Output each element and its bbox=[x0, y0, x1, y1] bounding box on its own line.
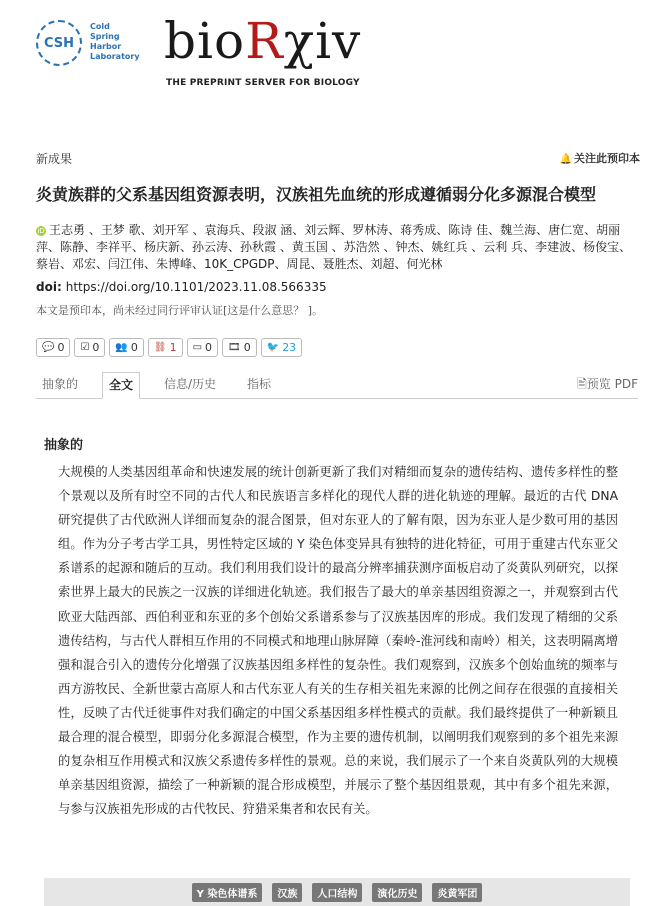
check-icon: ☑ bbox=[80, 342, 90, 353]
tab-full-text[interactable]: 全文 bbox=[102, 372, 140, 399]
keyword-tag[interactable]: 炎黄军团 bbox=[432, 883, 482, 902]
keyword-tag[interactable]: 汉族 bbox=[272, 883, 302, 902]
tab-abstract[interactable]: 抽象的 bbox=[42, 377, 79, 391]
video-metric[interactable]: 🎞 0 bbox=[222, 338, 257, 357]
abstract-body: 大规模的人类基因组革命和快速发展的统计创新更新了我们对精细而复杂的遗传结构、遗传多样性的整个景观以及所有时空不同的古代人和民族语言多样化的现代人群的进化轨迹的理解。最近的古代 DNA 研究提供了古代欧洲人详细而复杂的混合图景，但对东亚人的了解有限，因为东亚人是少数可用的基因组。作为分子考古学工具，男性特定区域的 Y 染色体变异具有独特的进化特征，可用于重建古代东亚父系谱系的起源和随后的互动。我们利用我们设计的最高分辨率捕获测序面板启动了炎黄队列研究，以探索世界上最大的民族之一汉族的详细进化轨迹。我们报告了最大的单亲基因组资源之一，并观察到古代欧亚大陆西部、西伯利亚和东亚的多个创始父系谱系参与了汉族基因库的形成。我们发现了精细的父系遗传结构，与古代人群相互作用的不同模式和地理山脉屏障（秦岭-淮河线和南岭）相关，这表明隔离增强和混合引入的遗传分化增强了汉族基因组多样性的复杂性。我们观察到，汉族多个创始血统的频率与西方游牧民、全新世蒙古高原人和古代东亚人有关的生存相关祖先来源的比例之间存在很强的直接相关性，反映了古代迁徙事件对我们确定的中国父系基因组多样性模式的贡献。我们最终提供了一种新颖且最合理的混合模型，即弱分化多源混合模型，作为主要的遗传机制，以阐明我们观察到的多个祖先来源的复杂相互作用模式和汉族父系遗传多样性的景观。总的来说，我们展示了一个来自炎黄队列的大规模单亲基因组资源，描绘了一种新颖的混合形成模型，并展示了整个基因组景观，其中有多个祖先来源，与参与汉族祖先形成的古代牧民、狩猎采集者和农民有关。 bbox=[58, 465, 618, 817]
biorxiv-logo[interactable]: bioRχiv bbox=[164, 12, 362, 70]
site-tagline: THE PREPRINT SERVER FOR BIOLOGY bbox=[166, 78, 360, 88]
abstract-heading: 抽象的 bbox=[44, 438, 84, 453]
reviews-metric[interactable]: ☑ 0 bbox=[74, 338, 105, 357]
csh-emblem: CSH bbox=[36, 20, 82, 66]
doi-label: doi: bbox=[36, 280, 62, 294]
keyword-tags bbox=[44, 878, 630, 906]
twitter-icon: 🐦 bbox=[266, 342, 280, 353]
site-header bbox=[36, 10, 636, 100]
keyword-tag[interactable]: 人口结构 bbox=[312, 883, 362, 902]
follow-preprint-link[interactable]: 🔔 关注此预印本 bbox=[559, 152, 640, 165]
article-tabs bbox=[36, 372, 638, 399]
users-icon: 👥 bbox=[115, 342, 128, 353]
comments-metric[interactable]: 💬 0 bbox=[36, 338, 70, 357]
preview-pdf-link[interactable]: 🖹预览 PDF bbox=[577, 377, 638, 391]
doi-line bbox=[36, 280, 327, 294]
news-label: 新成果 bbox=[36, 152, 73, 166]
tab-info-history[interactable]: 信息/历史 bbox=[164, 377, 217, 391]
csh-logo[interactable] bbox=[36, 14, 146, 84]
pdf-icon: 🖹 bbox=[577, 377, 587, 391]
users-metric[interactable]: 👥 0 bbox=[109, 338, 143, 357]
article-title: 炎黄族群的父系基因组资源表明，汉族祖先血统的形成遵循弱分化多源混合模型 bbox=[36, 185, 597, 204]
monitor-icon: ▭ bbox=[192, 342, 203, 353]
doi-link[interactable]: https://doi.org/10.1101/2023.11.08.566335 bbox=[65, 280, 327, 294]
tweets-metric[interactable]: 🐦 23 bbox=[261, 338, 302, 357]
preprint-note: 本文是预印本，尚未经过同行评审认证[这是什么意思？ ]。 bbox=[36, 304, 324, 317]
keyword-tag[interactable]: Y 染色体谱系 bbox=[192, 883, 263, 902]
comment-icon: 💬 bbox=[42, 342, 55, 353]
metrics-bar bbox=[36, 338, 302, 357]
share-icon: ⛓ bbox=[153, 342, 167, 353]
news-row bbox=[36, 150, 640, 168]
csh-wordmark: Cold Spring Harbor Laboratory bbox=[90, 22, 140, 61]
orcid-icon[interactable]: iD bbox=[37, 226, 45, 235]
film-icon: 🎞 bbox=[228, 342, 241, 353]
keyword-tag[interactable]: 演化历史 bbox=[372, 883, 422, 902]
author-list: iD 王志勇 、王梦 歌、刘开军 、袁海兵、段淑 涵、刘云辉、罗林涛、蒋秀成、陈诗 佳、魏兰海、唐仁宽、胡丽萍、陈静、李祥平、杨庆新、孙云涛、孙秋霞 、黄玉国 、苏浩然 、钟杰、姚红兵 、云利 兵、李建波、杨俊宝、蔡岩、邓宏、闫江伟、朱博峰、10K_CPGDP、周昆、聂胜杰、刘超、何光林 bbox=[36, 223, 632, 271]
connections-metric[interactable]: ⛓ 1 bbox=[148, 338, 183, 357]
media-metric[interactable]: ▭ 0 bbox=[187, 338, 218, 357]
tab-metrics[interactable]: 指标 bbox=[247, 377, 272, 391]
bell-icon: 🔔 bbox=[559, 154, 572, 165]
